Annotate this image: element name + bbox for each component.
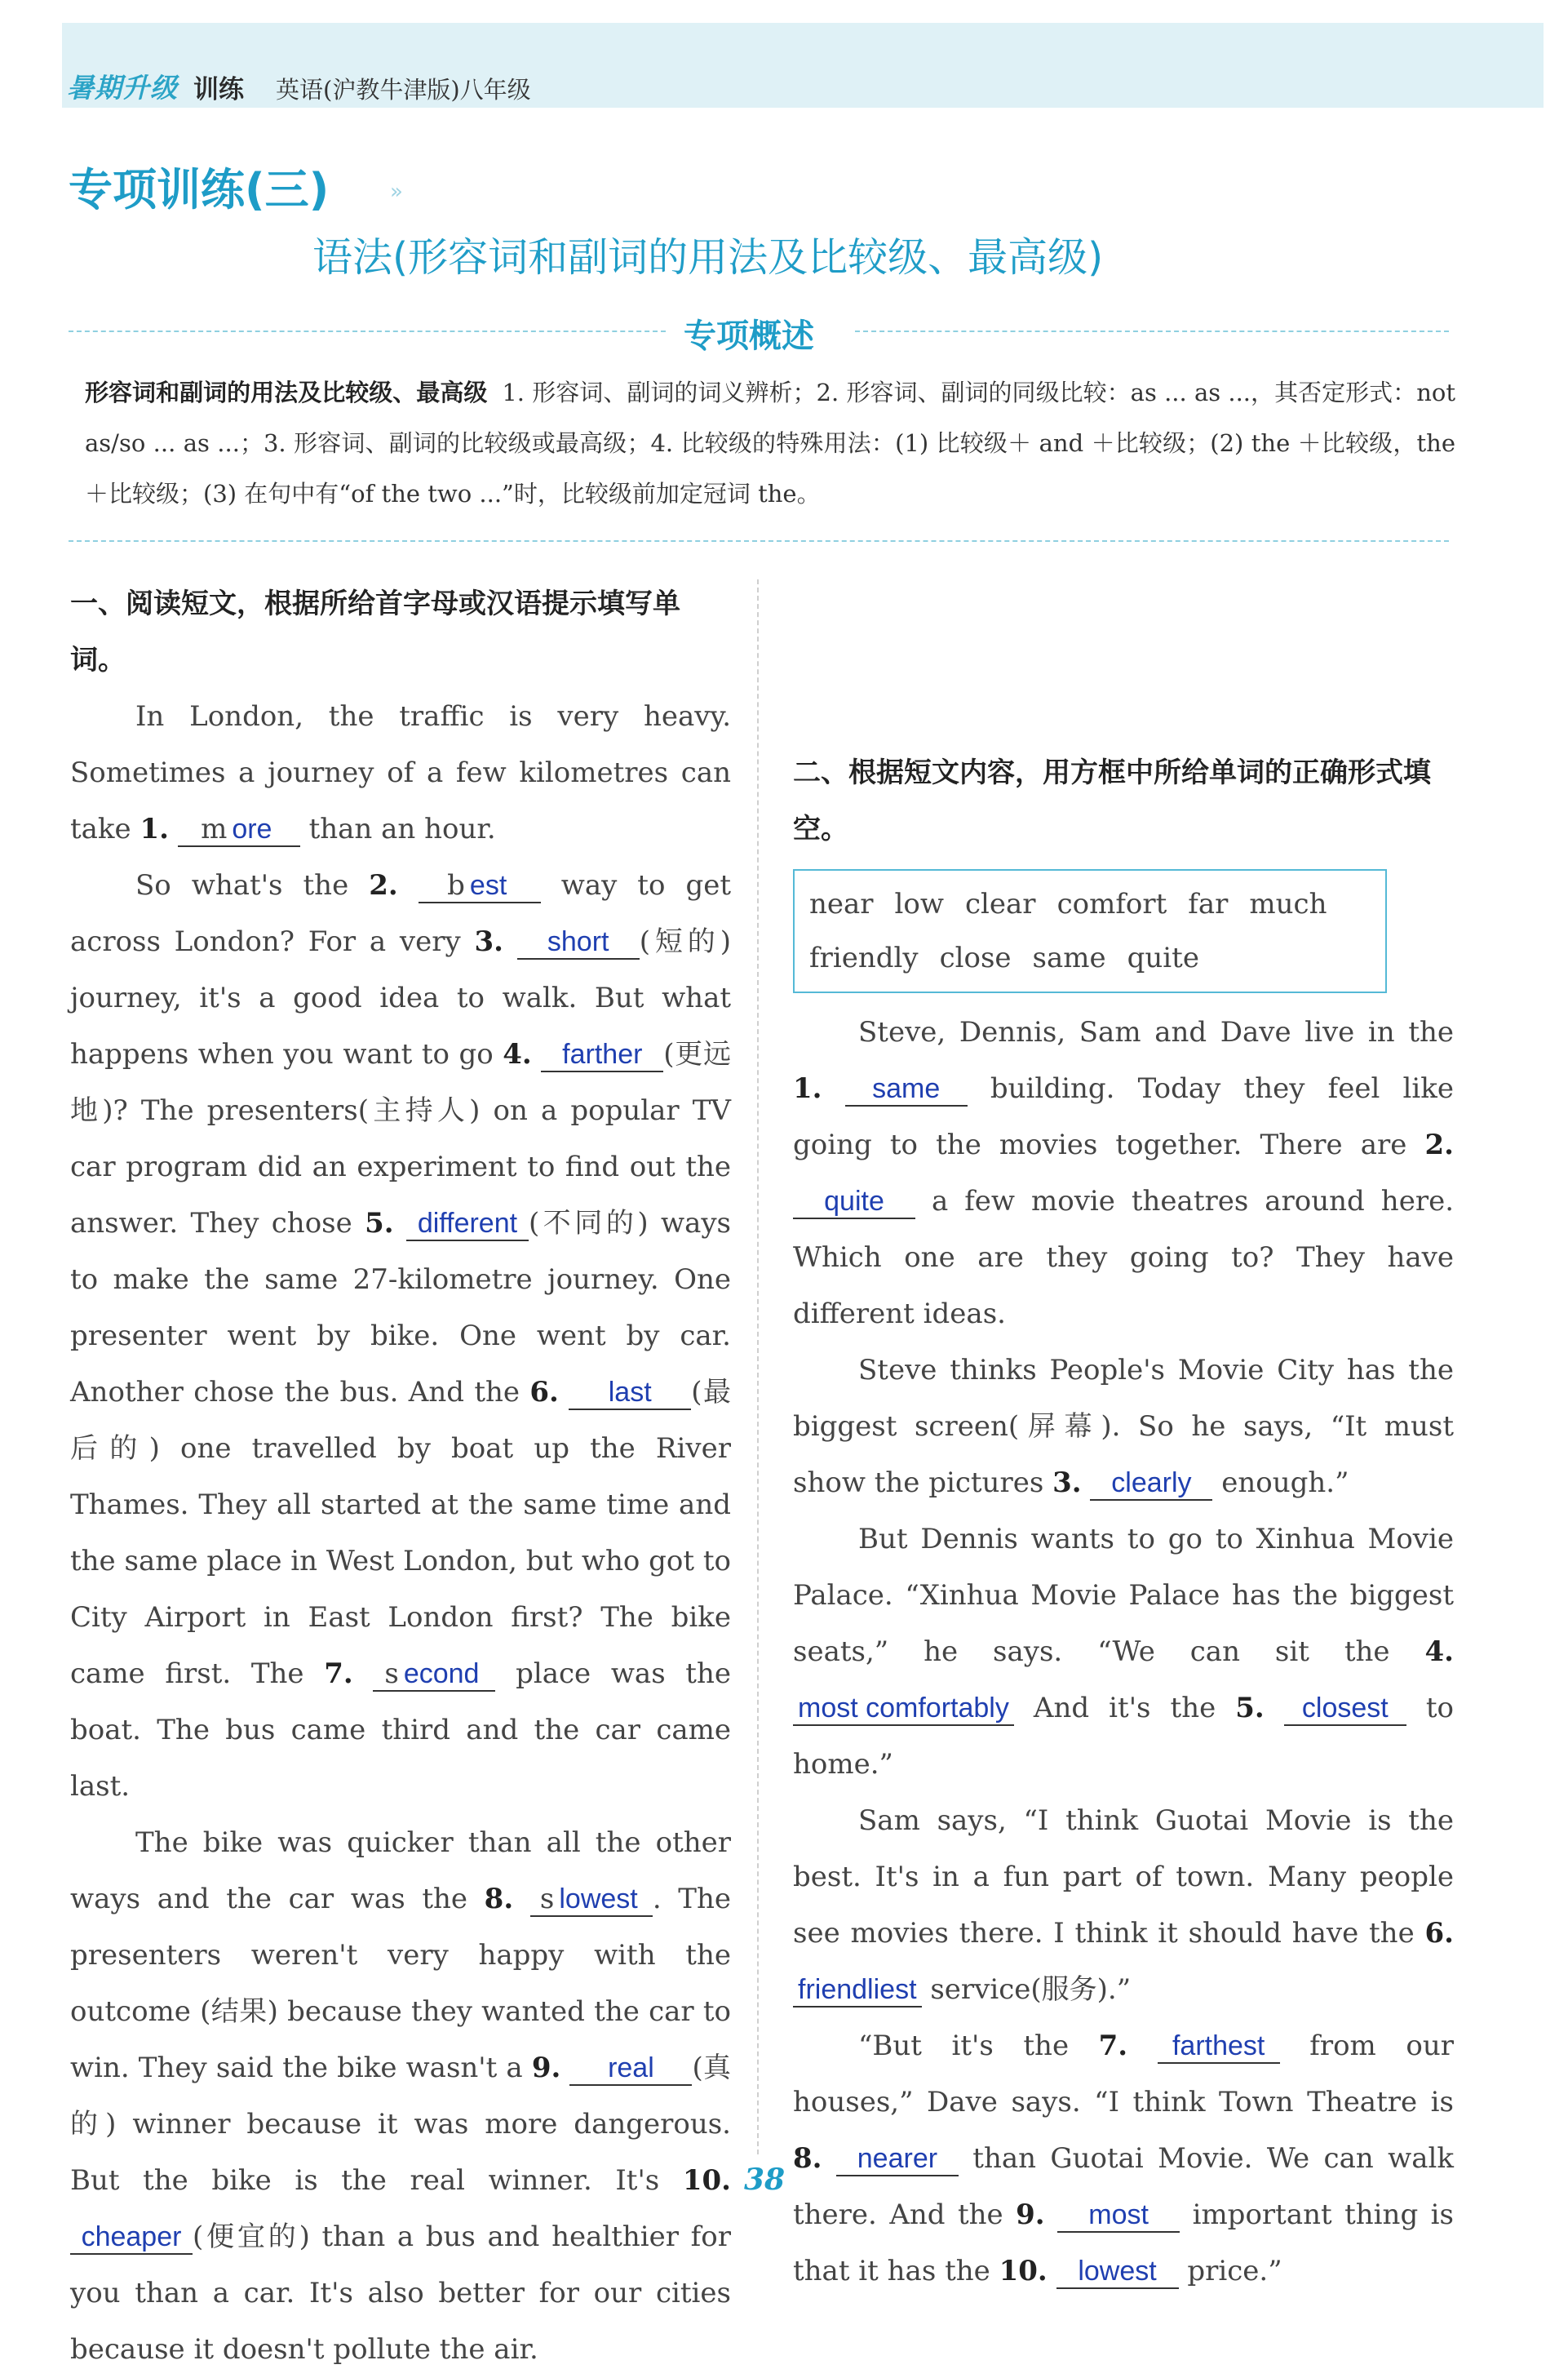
- blank-3[interactable]: short: [517, 925, 640, 960]
- column-divider: [757, 579, 759, 2154]
- section-1-paragraph-1: In London, the traffic is very heavy. Sometimes a journey of a few kilometres can take 1. m ore than an hour.: [70, 700, 731, 845]
- book-info: 英语(沪教牛津版)八年级: [276, 76, 531, 104]
- section-1-paragraph-3: The bike was quicker than all the other ways and the car was the 8. s lowest . The presenters weren't very happy with the outcome (结果) because they wanted the car to win. They said the bike wasn't a 9. real (真的) winner because it was more dangerous. But the bike is the real winner. It's 10. cheaper (便宜的) than a bus and healthier for you than a car. It's also better for our cities because it doesn't pollute the air.: [70, 1826, 732, 2366]
- section-2-title: 二、根据短文内容，用方框中所给单词的正确形式填空。: [793, 756, 1431, 845]
- section-1-column: [70, 576, 731, 2378]
- word-bank-item: close: [939, 942, 1012, 974]
- blank-2-6[interactable]: friendliest: [793, 1973, 922, 2008]
- blank-8[interactable]: s lowest: [530, 1883, 653, 1917]
- blank-6[interactable]: last: [569, 1376, 691, 1410]
- blank-4[interactable]: farther: [541, 1038, 663, 1072]
- word-bank-item: near: [809, 888, 874, 921]
- blank-2-5[interactable]: closest: [1284, 1692, 1406, 1726]
- blank-10[interactable]: cheaper: [70, 2221, 193, 2255]
- overview-heading: 专项概述: [684, 317, 814, 355]
- word-bank: [793, 869, 1387, 993]
- section-2-paragraph-4: Sam says, “I think Guotai Movie is the best. It's in a fun part of town. Many people see movies there. I think it should have the 6. friendliest service(服务).”: [793, 1804, 1454, 2006]
- blank-2-4[interactable]: most comfortably: [793, 1692, 1014, 1726]
- blank-2-8[interactable]: nearer: [836, 2142, 959, 2176]
- section-2-paragraph-5: “But it's the 7. farthest from our houses,” Dave says. “I think Town Theatre is 8. nearer than Guotai Movie. We can walk there. And the 9. most important thing is that it has the 10. lowest price.”: [793, 2030, 1455, 2287]
- word-bank-item: same: [1032, 942, 1106, 974]
- section-2-paragraph-2: Steve thinks People's Movie City has the biggest screen(屏幕). So he says, “It must show the pictures 3. clearly enough.”: [793, 1354, 1454, 1499]
- divider-bottom: [69, 540, 1449, 542]
- page-title: 专项训练(三): [69, 164, 330, 215]
- blank-2-3[interactable]: clearly: [1090, 1466, 1212, 1501]
- overview-lead: 形容词和副词的用法及比较级、最高级: [85, 379, 488, 406]
- word-bank-item: far: [1188, 888, 1229, 921]
- brand-subtitle: 训练: [193, 75, 244, 104]
- blank-2-1[interactable]: same: [845, 1072, 968, 1107]
- page-subtitle: 语法(形容词和副词的用法及比较级、最高级): [312, 234, 1104, 281]
- section-2-paragraph-3: But Dennis wants to go to Xinhua Movie Palace. “Xinhua Movie Palace has the biggest seats,” he says. “We can sit the 4. most comfortably And it's the 5. closest to home.”: [793, 1523, 1454, 1781]
- blank-9[interactable]: real: [569, 2052, 692, 2086]
- overview-text: [85, 367, 1455, 519]
- divider-left: [69, 331, 666, 332]
- brand-logo: 暑期升级: [67, 72, 178, 104]
- section-2-column: [793, 576, 1454, 2300]
- double-chevron-icon: »: [390, 180, 403, 204]
- page-number: 38: [744, 2163, 786, 2197]
- word-bank-item: friendly: [809, 942, 919, 974]
- blank-2-2[interactable]: quite: [793, 1185, 915, 1219]
- word-bank-item: clear: [965, 888, 1036, 921]
- blank-7[interactable]: s econd: [373, 1657, 495, 1692]
- blank-1[interactable]: m ore: [178, 813, 300, 847]
- word-bank-item: quite: [1127, 942, 1199, 974]
- blank-2-9[interactable]: most: [1057, 2198, 1180, 2233]
- word-bank-item: low: [894, 888, 944, 921]
- divider-right: [855, 331, 1449, 332]
- word-bank-item: comfort: [1056, 888, 1167, 921]
- blank-2-7[interactable]: farthest: [1158, 2030, 1280, 2064]
- blank-2[interactable]: b est: [419, 869, 541, 903]
- blank-2-10[interactable]: lowest: [1056, 2255, 1179, 2289]
- section-1-paragraph-2: So what's the 2. b est way to get across London? For a very 3. short (短的) journey, it's a good idea to walk. But what happens when you want to go 4. farther (更远地)? The presenters(主持人) on a popular TV car program did an experiment to find out the answer. They chose 5. different (不同的) ways to make the same 27-kilometre journey. One presenter went by bike. One went by car. Another chose the bus. And the 6. last (最后的) one travelled by boat up the River Thames. They all started at the same time and the same place in West London, but who got to City Airport in East London first? The bike came first. The 7. s econd place was the boat. The bus came third and the car came last.: [70, 869, 732, 1803]
- overview-body: 1. 形容词、副词的词义辨析；2. 形容词、副词的同级比较：as ... as ...，其否定形式：not as/so ... as ...；3. 形容词、副词的比较级或最高级；4. 比较级的特殊用法：(1) 比较级＋ and ＋比较级；(2) the ＋比较级，the ＋比较级；(3) 在句中有“of the two ...”时，比较级前加定冠词 the。: [85, 379, 1455, 508]
- section-2-paragraph-1: Steve, Dennis, Sam and Dave live in the 1. same building. Today they feel like going to the movies together. There are 2. quite a few movie theatres around here. Which one are they going to? They have different ideas.: [793, 1016, 1454, 1330]
- blank-5[interactable]: different: [406, 1207, 529, 1241]
- word-bank-item: much: [1249, 888, 1327, 921]
- section-1-title: 一、阅读短文，根据所给首字母或汉语提示填写单词。: [70, 588, 680, 677]
